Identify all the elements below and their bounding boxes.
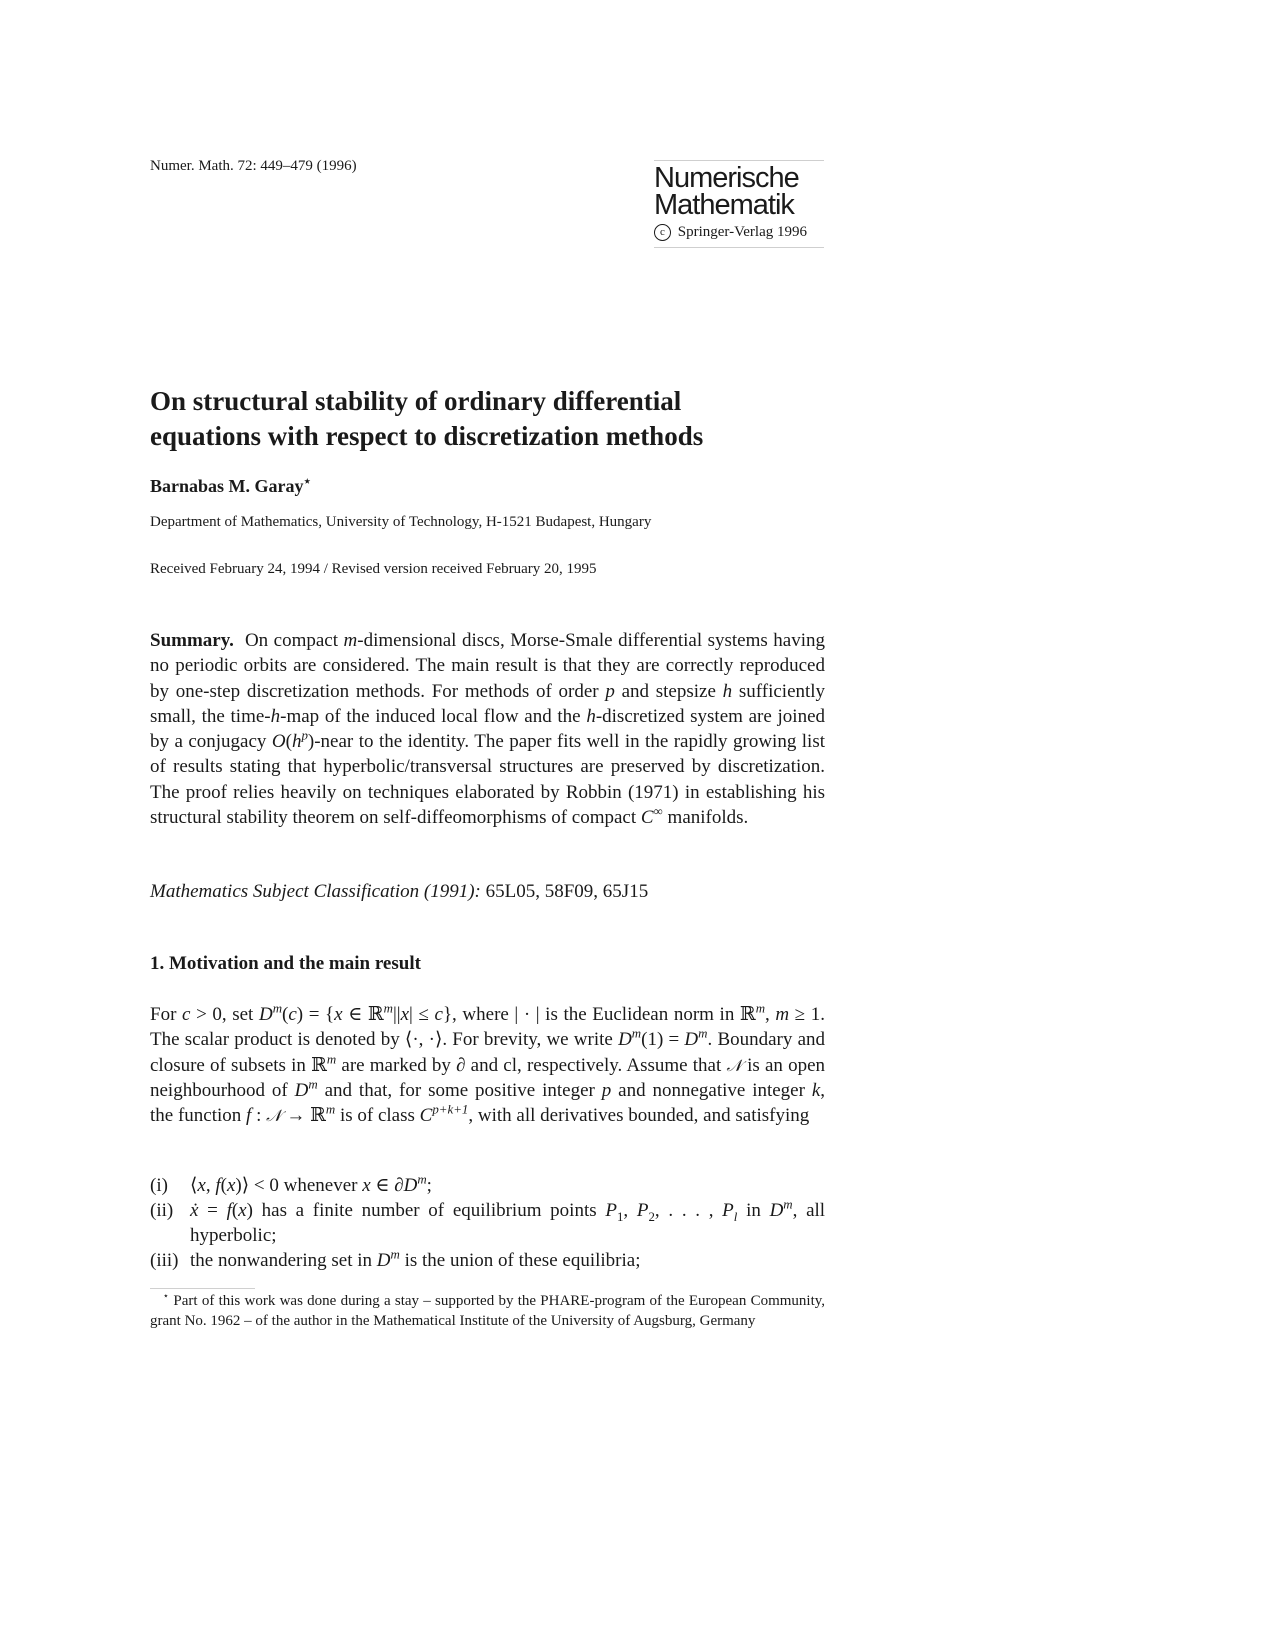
list-item bbox=[150, 1198, 825, 1248]
list-item-text: ẋ = f(x) has a finite number of equilibrium points $P_1$, $P_2$, . . . , $P_l$ in $D^m$, all hyperbolic; bbox=[190, 1196, 826, 1246]
list-item-label: (i) bbox=[150, 1175, 168, 1196]
conditions-list bbox=[150, 1173, 825, 1273]
footnote bbox=[150, 1292, 825, 1331]
list-item-text: ⟨x, f(x)⟩ < 0 whenever x ∈ $\partial D^m$; bbox=[190, 1171, 432, 1196]
author-line bbox=[150, 476, 311, 497]
list-item bbox=[150, 1248, 825, 1273]
copyright-text: Springer-Verlag 1996 bbox=[677, 224, 808, 240]
received-dates: Received February 24, 1994 / Revised version received February 20, 1995 bbox=[150, 561, 597, 577]
footnote-mark: ⋆ bbox=[162, 1291, 170, 1302]
title-line-1: On structural stability of ordinary differential bbox=[150, 386, 682, 416]
title-line-2: equations with respect to discretization methods bbox=[150, 421, 704, 451]
copyright-icon: c bbox=[654, 224, 671, 241]
copyright-line bbox=[654, 224, 824, 241]
article-title bbox=[150, 384, 703, 454]
subject-classification bbox=[150, 881, 648, 903]
journal-name-line2: Mathematik bbox=[654, 189, 794, 221]
list-item-label: (ii) bbox=[150, 1200, 174, 1221]
journal-name-line1: Numerische bbox=[654, 162, 799, 194]
msc-codes: 65L05, 58F09, 65J15 bbox=[485, 881, 649, 902]
msc-label: Mathematics Subject Classification (1991): bbox=[150, 881, 481, 902]
affiliation: Department of Mathematics, University of Technology, H-1521 Budapest, Hungary bbox=[150, 514, 652, 530]
author-footnote-mark: ⋆ bbox=[303, 474, 312, 488]
list-item-text: the nonwandering set in $D^m$ is the union of these equilibria; bbox=[190, 1246, 641, 1271]
journal-logo bbox=[654, 160, 824, 248]
footnote-text: Part of this work was done during a stay – supported by the PHARE-program of the European Community, grant No. 1962 – of the author in the Mathematical Institute of the University of Augsburg, Germany bbox=[150, 1293, 826, 1329]
summary-paragraph: Summary. On compact m-dimensional discs, Morse-Smale differential systems having no periodic orbits are considered. The main result is that they are correctly reproduced by one-step discretization methods. For methods of order p and stepsize h sufficiently small, the time-h-map of the induced local flow and the h-discretized system are joined by a conjugacy $O(h^p)$-near to the identity. The paper fits well in the rapidly growing list of results stating that hyperbolic/transversal structures are preserved by discretization. The proof relies heavily on techniques elaborated by Robbin (1971) in establishing his structural stability theorem on self-diffeomorphisms of compact C∞ manifolds. bbox=[150, 630, 826, 829]
author-name: Barnabas M. Garay bbox=[150, 476, 304, 496]
section-heading: 1. Motivation and the main result bbox=[150, 953, 421, 974]
section-paragraph: For c > 0, set $D^m(c) = \{x$ ∈ ℝ$^m$||x| ≤ c}, where | · | is the Euclidean norm in ℝ$^m$, m ≥ 1. The scalar product is denoted by ⟨·, ·⟩. For brevity, we write $D^m(1) = D^m$. Boundary and closure of subsets in ℝ$^m$ are marked by ∂ and cl, respectively. Assume that 𝒩 is an open neighbourhood of $D^m$ and that, for some positive integer p and nonnegative integer k, the function f : 𝒩 → ℝ$^m$ is of class $C^{p+k+1}$, with all derivatives bounded, and satisfying bbox=[150, 1000, 826, 1127]
journal-citation: Numer. Math. 72: 449–479 (1996) bbox=[150, 158, 357, 174]
list-item-label: (iii) bbox=[150, 1250, 179, 1271]
summary-label: Summary. bbox=[150, 630, 234, 651]
list-item bbox=[150, 1173, 825, 1198]
footnote-rule bbox=[150, 1288, 255, 1289]
